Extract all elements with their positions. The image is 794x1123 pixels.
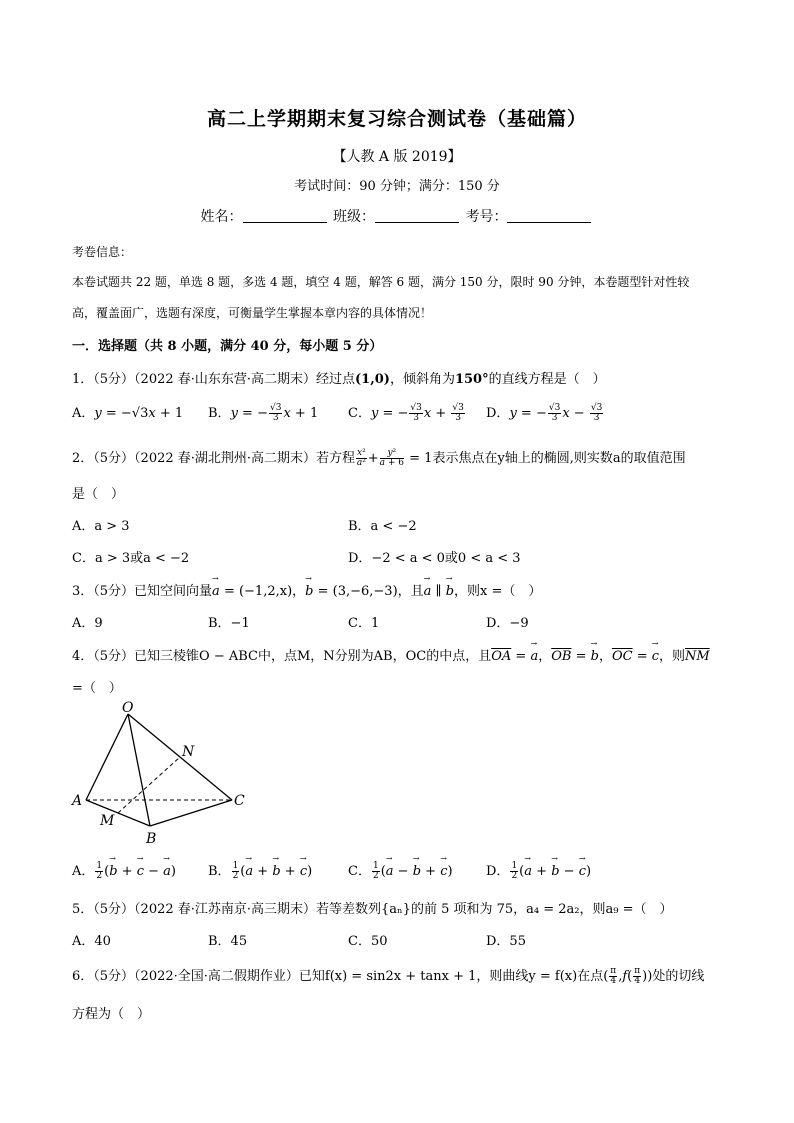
label-M: M [100,813,115,829]
edge-OB [128,714,150,826]
edition-label: 【人教 A 版 2019】 [332,149,462,165]
q1-mid: ，倾斜角为 [389,372,455,387]
question-2: 2．（5分）（2022 春·湖北荆州·高二期末）若方程 $\frac{\text{x²}}{\text{a²}}$ + $\frac{\text{y²}}{a + 6}$ = 1表示焦点在y轴上的椭圆,则实数a的取值范围 [72,448,686,468]
q5-option-b[interactable]: B．45 [208,934,248,949]
label-O: O [122,700,134,716]
q6-suffix: 处的切线 [652,969,705,984]
class-label: 班级： [333,209,375,225]
segment-MN-hidden [118,757,180,813]
q4-option-b[interactable]: B． $\frac{1}{2}$ (→ a + → b + → c) [208,860,312,881]
q2-suffix: 表示焦点在y轴上的椭圆,则实数a的取值范围 [432,451,686,466]
q5-option-d[interactable]: D．55 [486,934,526,949]
number-blank[interactable] [507,208,591,223]
q1-option-a[interactable]: A．y = −√3x + 1 [72,406,184,421]
q1-point: (1,0) [355,372,390,387]
question-3: 3．（5分）已知空间向量→ a = (−1,2,x)，→ b = (3,−6,−3)，且→ a ∥ → b，则x =（ ） [72,580,541,599]
label-N: N [182,744,195,760]
exam-time: 考试时间：90 分钟；满分：150 分 [294,179,500,194]
class-blank[interactable] [375,208,459,223]
q3-b-value: = (3,−6,−3)，且 [313,584,424,599]
question-1 [72,368,606,387]
q6-line-2: 方程为（ ） [72,1007,151,1022]
question-4: 4．（5分）已知三棱锥O − ABC中，点M，N分别为AB，OC的中点，且$\overline{OA}$ = → a，$\overline{OB}$ = → b，$\overline{OC}$ = → c，则$\overline{NM}$ [72,645,710,664]
q3-prefix: 3．（5分）已知空间向量 [72,584,213,599]
question-6: 6．（5分）（2022·全国·高二假期作业）已知f(x) = sin2x + tanx + 1，则曲线y = f(x)在点( $\frac{\pi}{4}$ ,f( $\frac{\pi}{4}$ ))处的切线 [72,966,705,986]
info-line-1: 本卷试题共 22 题，单选 8 题，多选 4 题，填空 4 题，解答 6 题，满分 150 分，限时 90 分钟，本卷题型针对性较 [72,275,690,289]
student-info-row [0,206,794,226]
name-blank[interactable] [243,208,327,223]
q1-angle: 150° [454,372,489,387]
label-C: C [234,793,245,809]
q3-option-c[interactable]: C．1 [348,616,380,631]
section-heading: 一．选择题（共 8 小题，满分 40 分，每小题 5 分） [72,339,383,354]
q3-option-b[interactable]: B．−1 [208,616,250,631]
label-B: B [146,831,157,847]
q5-option-c[interactable]: C．50 [348,934,388,949]
q1-prefix: 1．（5分）（2022 春·山东东营·高二期末）经过点 [72,372,356,387]
q2-line-2: 是（ ） [72,487,125,502]
q4-line-2: =（ ） [72,681,122,696]
q2-option-a[interactable]: A．a > 3 [72,519,130,534]
q1-option-b[interactable]: B．y = − $\frac{√3}{3}$ x + 1 [208,403,319,423]
number-label: 考号： [465,209,508,225]
edge-OA [86,714,128,800]
exam-title: 高二上学期期末复习综合测试卷（基础篇） [206,108,587,130]
q2-option-c[interactable]: C．a > 3或a < −2 [72,551,190,566]
name-label: 姓名： [200,209,243,225]
q4-option-d[interactable]: D． $\frac{1}{2}$ (→ a + → b − → c) [486,860,591,881]
info-heading: 考卷信息： [72,245,133,259]
q2-option-b[interactable]: B．a < −2 [348,519,417,534]
q3-a-value: = (−1,2,x)， [219,584,306,599]
q1-option-d[interactable]: D．y = − $\frac{√3}{3}$ x − $\frac{√3}{3}$ [486,403,603,423]
q4-line-1: 4．（5分）已知三棱锥O − ABC中，点M，N分别为AB，OC的中点，且 [72,649,492,664]
tetrahedron-diagram [66,700,266,850]
question-5: 5．（5分）（2022 春·江苏南京·高三期末）若等差数列{aₙ}的前 5 项和为 75，a₄ = 2a₂，则a₉ =（ ） [72,902,673,917]
info-line-2: 高，覆盖面广，选题有深度，可衡量学生掌握本章内容的具体情况！ [72,306,433,320]
edge-BC [150,800,232,826]
q3-option-a[interactable]: A．9 [72,616,103,631]
q3-suffix: ，则x =（ ） [454,584,542,599]
label-A: A [72,793,83,809]
q2-option-d[interactable]: D．−2 < a < 0或0 < a < 3 [348,551,521,566]
q3-option-d[interactable]: D．−9 [486,616,529,631]
q3-parallel: ∥ [431,584,446,599]
q1-suffix: 的直线方程是（ ） [488,372,606,387]
q6-line-1: 6．（5分）（2022·全国·高二假期作业）已知f(x) = sin2x + tanx + 1，则曲线y = f(x)在点 [72,969,604,984]
q2-prefix: 2．（5分）（2022 春·湖北荆州·高二期末）若方程 [72,451,356,466]
q4-option-c[interactable]: C． $\frac{1}{2}$ (→ a − → b + → c) [348,860,453,881]
q5-option-a[interactable]: A．40 [72,934,111,949]
q1-option-c[interactable]: C．y = − $\frac{√3}{3}$ x + $\frac{√3}{3}$ [348,403,464,423]
q4-option-a[interactable]: A． $\frac{1}{2}$ (→ b + → c − → a) [72,860,176,881]
